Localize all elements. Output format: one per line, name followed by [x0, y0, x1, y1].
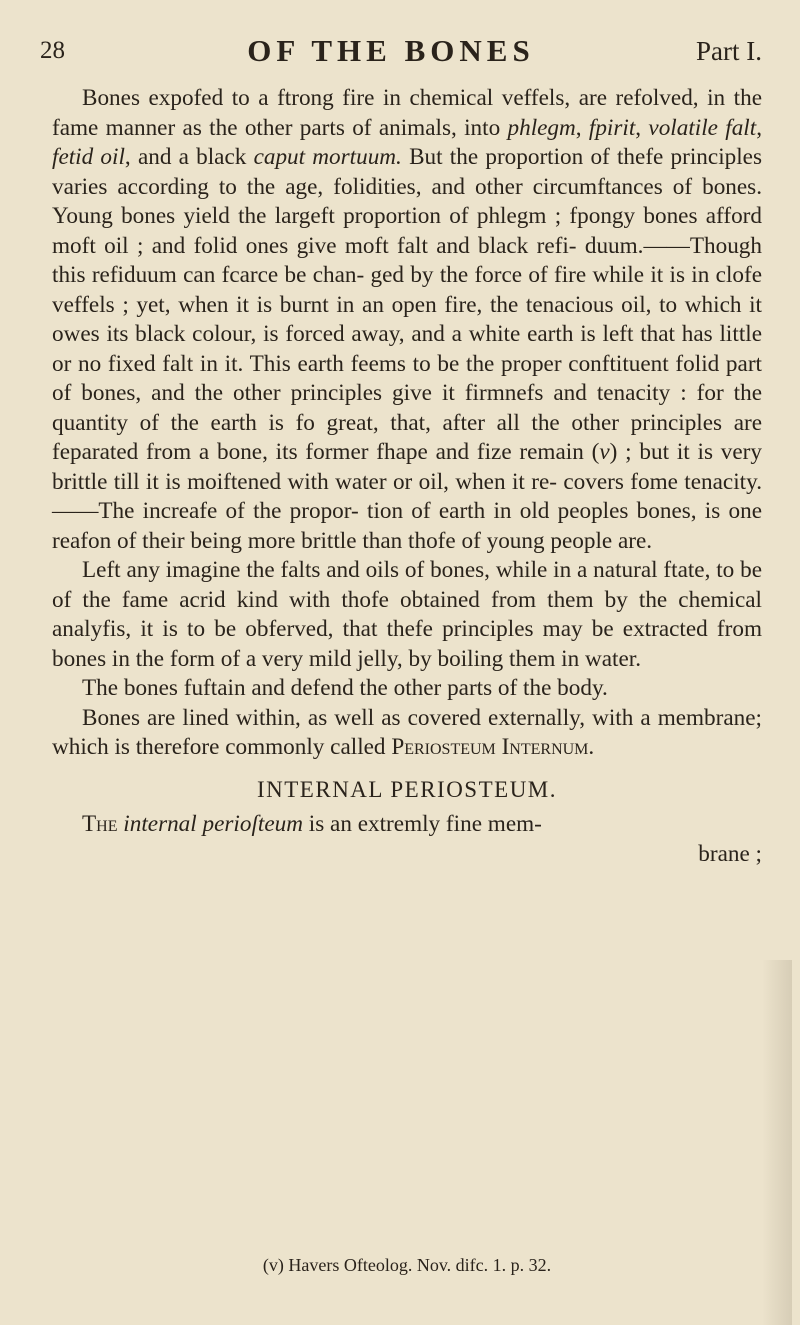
italic-term: phlegm — [507, 114, 576, 141]
text-run: But the proportion of thefe principles varies according to the age, folidities, and other circumftances of bones. Young bones yield the largeft proportion of phlegm ; fpongy bones afford moft oil ; and folid ones give moft falt and black refi- duum.——Though this refiduum can fcarce be chan- ged by the force of fire while it is in clofe veffels ; yet, when it is burnt in an open fire, the tenacious oil, to which it owes its black colour, is forced away, and a white earth is left that has little or no fixed falt in it. This earth feems to be the proper conftituent folid part of bones, and the other principles give it firmnefs and tenacity : for the quantity of the earth is fo great, that, after all the other principles are feparated from a bone, its former fhape and fize remain ( — [52, 144, 762, 465]
italic-term: volatile falt — [648, 114, 757, 141]
paragraph-internal-periosteum — [52, 810, 762, 840]
italic-term: caput mortuum. — [253, 144, 402, 170]
footnote-ref: v — [599, 439, 610, 465]
small-caps-term: The — [82, 811, 118, 837]
page-number: 28 — [40, 37, 65, 64]
text-run: ) ; but it is very brittle till it is moiftened with water or oil, when it re- covers fome tenacity.——The increafe of the propor- tion of earth in old peoples bones, is one reafon of their being more brittle than thofe of young people are. — [52, 439, 762, 554]
footnote-mark: (v) — [262, 1255, 284, 1275]
footnote-text: Havers Ofteolog. Nov. difc. 1. p. 32. — [283, 1255, 552, 1275]
text-run: Bones expofed to a ftrong fire in chemical veffels, are refolved, in the fame manner as the other parts of animals, into — [52, 85, 762, 141]
paragraph-bones-sustain: The bones fuftain and defend the other parts of the body. — [82, 675, 608, 701]
page-header — [40, 28, 762, 74]
text-run: , — [756, 114, 762, 141]
paragraph-membrane — [52, 704, 762, 763]
text-run: , — [635, 114, 649, 141]
body-text — [52, 84, 762, 869]
italic-term: internal perioſteum — [123, 811, 303, 837]
page-edge-shadow — [762, 960, 792, 1325]
text-run: , and a black — [124, 144, 254, 170]
italic-term: fpirit — [588, 114, 636, 141]
italic-term: fetid oil — [52, 144, 125, 170]
paragraph-salts-oils: Left any imagine the falts and oils of bones, while in a natural ftate, to be of the fame acrid kind with thofe obtained from them by the chemical analyfis, it is to be obferved, that thefe principles may be extracted from bones in the form of a very mild jelly, by boiling them in water. — [52, 557, 762, 672]
text-run: Bones are lined within, as well as covered externally, with a membrane; which is therefore commonly called — [52, 704, 762, 760]
paragraph-chemical-analysis — [52, 84, 762, 556]
catchword: brane ; — [698, 840, 762, 867]
section-heading: INTERNAL PERIOSTEUM. — [256, 776, 558, 802]
text-run: is an extremly fine mem- — [302, 811, 542, 837]
small-caps-term: Periosteum Internum. — [391, 734, 595, 760]
running-title: OF THE BONES — [247, 33, 535, 68]
footnote — [52, 1255, 762, 1276]
text-run: , — [575, 114, 589, 141]
part-label: Part I. — [696, 36, 762, 66]
